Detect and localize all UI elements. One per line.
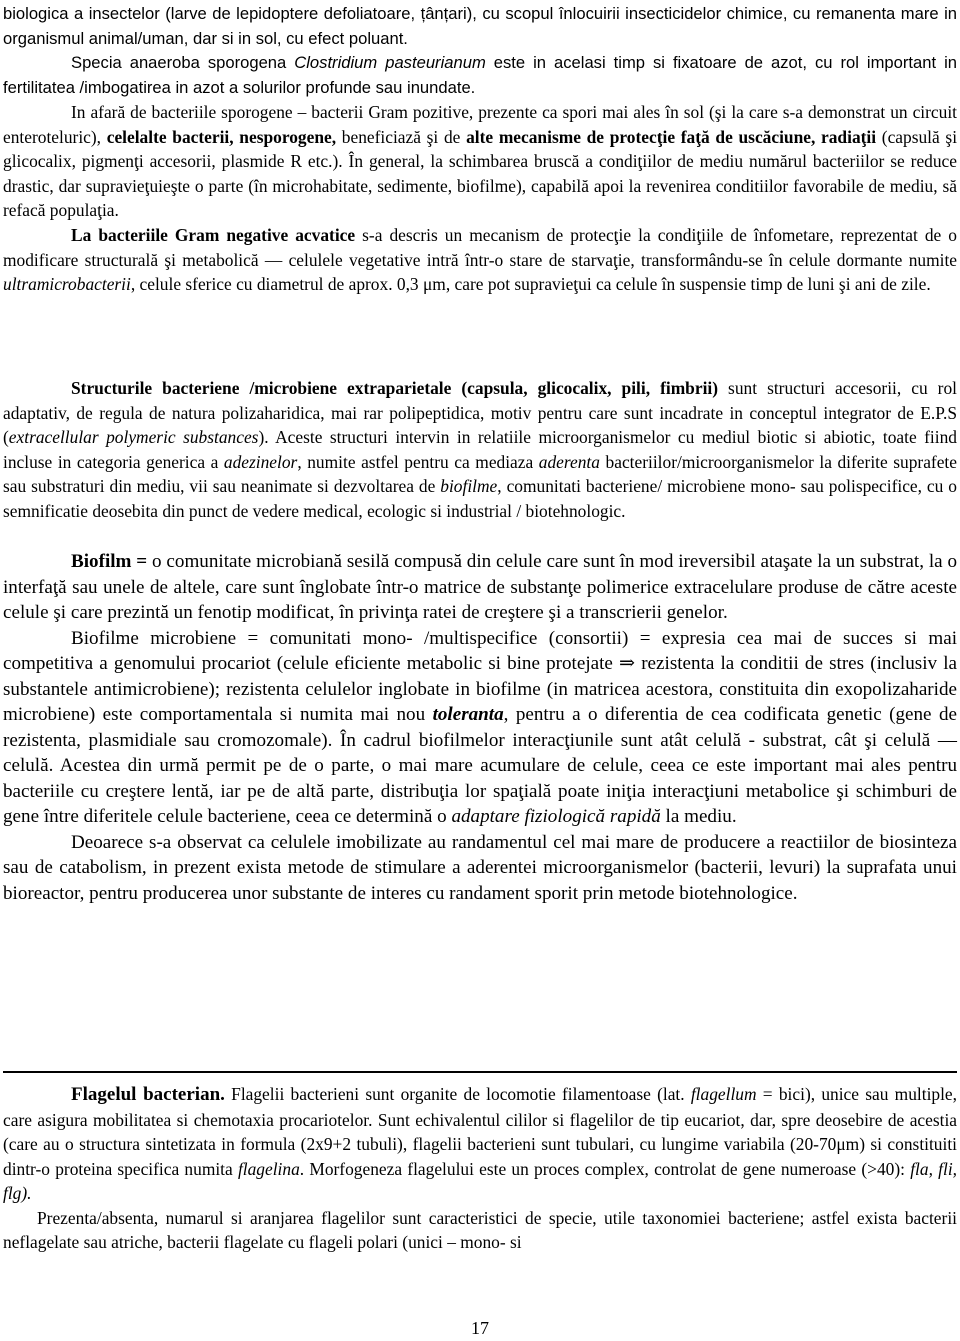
- italic-term: adezinelor: [223, 451, 298, 472]
- text: In afară de bacteriile sporogene – bacterii Gram pozitive, prezente ca spori mai ales în sol (şi la care s-a demonstrat un circuit enteroteluric),: [3, 102, 957, 147]
- text: Deoarece s-a observat ca celulele imobilizate au randamentul cel mai mare de producere a reactiilor de biosinteza sau de catabolism, in prezent exista metode de stimulare a aderentei microorganismelor (bacterii, levuri) la suprafata unui bioreactor, pentru producerea unor substante de interes cu randament sporit prin metode biotehnologice.: [3, 831, 957, 904]
- italic-term: flagelina: [237, 1158, 300, 1179]
- bold-text: celelalte bacterii, nesporogene,: [106, 126, 337, 147]
- text: sunt structuri accesorii, cu rol adaptativ, de regula de natura polizaharidica, mai rar polipeptidica, motiv pentru care sunt incadrate in conceptul integrator de E.P.S (: [3, 378, 957, 448]
- text: , comunitati bacteriene/ microbiene mono- sau polispecifice, cu o semnificatie deosebita din punct de vedere medical, ecologic si industrial / biotehnologic.: [3, 476, 957, 521]
- biofilm-section: [3, 549, 957, 906]
- text: , numite astfel pentru ca mediaza: [297, 451, 539, 472]
- text: biologica a insectelor (larve de lepidoptere defoliatoare, țânțari), cu scopul înlocuirii insecticidelor chimice, cu remanenta mare in organismul animal/uman, dar si in sol, cu efect poluant.: [3, 4, 957, 48]
- text: = bici), unice sau multiple, care asigura mobilitatea si chemotaxia procariotelor. Sunt echivalentul cililor si flagelilor de tip eucariot, dar, spre deosebire de acestia (care au o structura sintetizata in formula (2x9+2 tubuli), flagelii bacterieni sunt tubulari, cu lungime variabila (20-70μm) si constituiti dintr-o proteina specifica numita: [3, 1084, 957, 1179]
- bold-text: alte mecanisme de protecţie faţă de uscăciune, radiaţii: [466, 126, 877, 147]
- italic-term: flagellum: [690, 1084, 757, 1104]
- intro-section: [3, 2, 957, 100]
- flagellum-section: [3, 1082, 957, 1255]
- text: Specia anaeroba sporogena: [71, 53, 295, 72]
- bold-italic-term: toleranta: [432, 704, 504, 725]
- section-divider: [3, 1071, 957, 1073]
- paragraph-eps: [3, 376, 957, 524]
- italic-term: adaptare fiziologică rapidă: [451, 806, 661, 827]
- text: beneficiază şi de: [336, 126, 467, 147]
- paragraph-immobilized-cells: [3, 830, 957, 907]
- paragraph-flagella-arrangement: [3, 1206, 957, 1255]
- bold-text: Flagelul bacterian.: [71, 1084, 225, 1105]
- text: , celule sferice cu diametrul de aprox. 0,3 μm, care pot supravieţui ca celule în suspensie timp de luni şi ani de zile.: [130, 274, 931, 295]
- paragraph-biofilm-definition: [3, 549, 957, 626]
- text: Flagelii bacterieni sunt organite de locomotie filamentoase (lat.: [224, 1084, 691, 1104]
- italic-term: biofilme: [440, 476, 498, 497]
- paragraph-gram-negative: [3, 223, 957, 297]
- paragraph-insect-control: [3, 2, 957, 51]
- gram-section: [3, 100, 957, 297]
- text: (capsulă şi glicocalix, pigmenţi accesorii, plasmide R etc.). În general, la schimbarea bruscă a condiţiilor de mediu numărul bacteriilor se reduce drastic, dar supravieţuieşte o parte (în microhabitate, sedimente, biofilme), capabilă apoi la revenirea conditiilor favorabile de mediu, să refacă populaţia.: [3, 126, 958, 221]
- text: . Morfogeneza flagelului este un proces complex, controlat de gene numeroase (>40):: [299, 1158, 911, 1179]
- bold-text: La bacteriile Gram negative acvatice: [71, 224, 356, 245]
- text: o comunitate microbiană sesilă compusă din celule care sunt în mod ireversibil ataşate la un substrat, la o interfaţă sau unele de altele, care sunt înglobate într-o matrice de substanţe polimerice extracelulare produse de către aceste celule şi care prezintă un fenotip modificat, în privinţa ratei de creştere şi a transcrierii genelor.: [3, 551, 957, 623]
- paragraph-microbial-biofilms: [3, 626, 957, 830]
- paragraph-clostridium: [3, 51, 957, 100]
- text: este in acelasi timp si fixatoare de azot, cu rol important in fertilitatea /imbogatirea in azot a solurilor profunde sau inundate.: [3, 53, 957, 97]
- italic-term: extracellular polymeric substances: [8, 427, 259, 448]
- bold-text: Structurile bacteriene /microbiene extraparietale (capsula, glicocalix, pili, fimbrii): [71, 378, 719, 398]
- paragraph-sporogenic: [3, 100, 957, 223]
- bold-text: Biofilm =: [71, 551, 148, 572]
- text: Biofilme microbiene = comunitati mono- /multispecifice (consortii) = expresia cea mai de succes si mai competitiva a genomului procariot (celule eficiente metabolic si bine protejate ⇒ rezistenta la conditii de stres (inclusiv la substantele antimicrobiene); rezistenta celulelor inglobate in biofilme (in matricea acestora, constituita din exopolizaharide microbiene) este comportamentala si numita mai nou: [3, 627, 957, 725]
- italic-term: fla, fli, flg).: [3, 1158, 957, 1203]
- text: s-a descris un mecanism de protecţie la condiţiile de înfometare, reprezentat de o modificare structurală şi metabolică — celulele vegetative intră într-o stare de starvaţie, transformându-se în celule dormante numite: [3, 224, 958, 270]
- italic-term: aderenta: [538, 451, 600, 472]
- structures-section: [3, 376, 957, 524]
- text: bacteriilor/microorganismelor la diferite suprafete sau substraturi din mediu, vii sau neanimate si dezvoltarea de: [3, 451, 957, 497]
- italic-term: ultramicrobacterii: [3, 274, 131, 295]
- paragraph-flagellum: [3, 1082, 957, 1206]
- text: Prezenta/absenta, numarul si aranjarea flagelilor sunt caracteristici de specie, utile taxonomiei bacteriene; astfel exista bacterii neflagelate sau atriche, bacterii flagelate cu flageli polari (unici – mono- si: [3, 1207, 957, 1252]
- species-name: Clostridium pasteurianum: [294, 53, 486, 72]
- page-number: 17: [471, 1318, 489, 1338]
- text: ). Aceste structuri intervin in relatiile microorganismelor cu mediul biotic si abiotic, toate fiind incluse in categoria generica a: [3, 427, 957, 472]
- text: , pentru a o diferentia de cea codificata genetic (gene de rezistenta, plasmidiale sau cromozomale). În cadrul biofilmelor interacţiunile sunt atât celulă - substrat, cât şi celulă — celulă. Acestea din urmă permit pe de o parte, o mai mare acumulare de celule, ceea ce este important mai ales pentru bacteriile cu creştere lentă, iar pe de altă parte, distribuţia lor spaţială poate iniţia interacţiuni metabolice şi schimburi de gene între diferitele celule bacteriene, ceea ce determină o: [3, 704, 957, 827]
- text: la mediu.: [660, 806, 737, 827]
